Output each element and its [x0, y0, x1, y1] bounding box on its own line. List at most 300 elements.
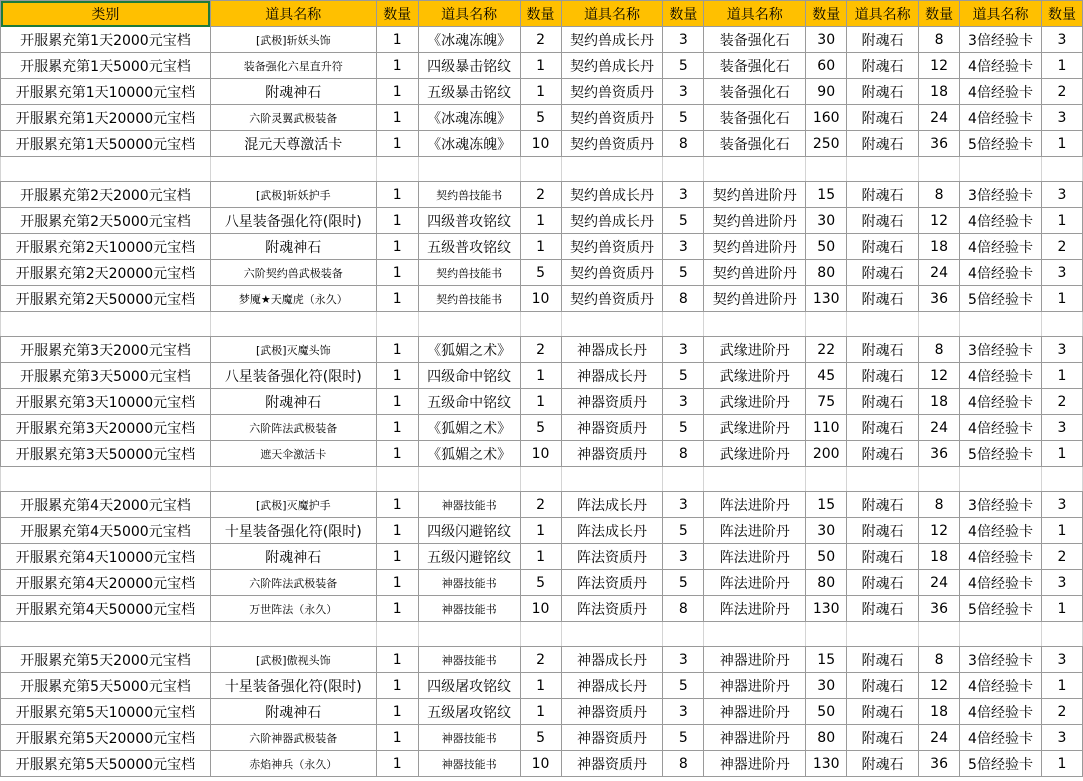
empty-cell[interactable] [561, 312, 663, 337]
table-cell[interactable]: 1 [520, 79, 561, 105]
table-cell[interactable]: 梦魇★天魔虎（永久） [210, 286, 376, 312]
table-cell[interactable]: 装备强化石 [704, 27, 806, 53]
table-cell[interactable]: 3 [1041, 260, 1082, 286]
table-cell[interactable]: 《冰魂冻魄》 [418, 105, 520, 131]
table-cell[interactable]: 万世阵法（永久） [210, 596, 376, 622]
empty-cell[interactable] [210, 157, 376, 182]
table-cell[interactable]: 3倍经验卡 [960, 182, 1042, 208]
table-cell[interactable]: 8 [919, 647, 960, 673]
table-cell[interactable]: 1 [376, 79, 418, 105]
table-cell[interactable]: 附魂石 [847, 415, 919, 441]
table-cell[interactable]: 12 [919, 363, 960, 389]
table-cell[interactable]: 8 [919, 27, 960, 53]
table-cell[interactable]: 神器技能书 [418, 492, 520, 518]
empty-cell[interactable] [806, 157, 847, 182]
table-cell[interactable]: 36 [919, 751, 960, 777]
table-cell[interactable]: 15 [806, 182, 847, 208]
table-cell[interactable]: 1 [1041, 208, 1082, 234]
table-cell[interactable]: 《狐媚之术》 [418, 337, 520, 363]
table-cell[interactable]: 四级暴击铭纹 [418, 53, 520, 79]
table-cell[interactable]: 5 [520, 725, 561, 751]
table-cell[interactable]: 附魂石 [847, 131, 919, 157]
table-cell[interactable]: 附魂石 [847, 673, 919, 699]
table-cell[interactable]: 契约兽资质丹 [561, 105, 663, 131]
empty-cell[interactable] [561, 467, 663, 492]
table-cell[interactable]: 15 [806, 492, 847, 518]
table-cell[interactable]: 1 [1041, 441, 1082, 467]
column-header[interactable]: 道具名称 [847, 1, 919, 27]
table-cell[interactable]: 5倍经验卡 [960, 286, 1042, 312]
empty-cell[interactable] [704, 312, 806, 337]
empty-cell[interactable] [418, 622, 520, 647]
table-cell[interactable]: 4倍经验卡 [960, 673, 1042, 699]
table-cell[interactable]: 六阶灵翼武极装备 [210, 105, 376, 131]
table-cell[interactable]: 1 [376, 105, 418, 131]
table-cell[interactable]: 5 [663, 208, 704, 234]
table-cell[interactable]: 3 [663, 27, 704, 53]
table-cell[interactable]: 1 [376, 570, 418, 596]
table-cell[interactable]: 8 [919, 492, 960, 518]
table-cell[interactable]: 3 [663, 337, 704, 363]
table-cell[interactable]: 18 [919, 234, 960, 260]
table-cell[interactable]: 8 [663, 751, 704, 777]
table-cell[interactable]: 18 [919, 79, 960, 105]
table-cell[interactable]: 神器资质丹 [561, 415, 663, 441]
table-cell[interactable]: 契约兽进阶丹 [704, 182, 806, 208]
empty-cell[interactable] [1, 157, 211, 182]
table-cell[interactable]: 12 [919, 208, 960, 234]
table-cell[interactable]: 契约兽成长丹 [561, 27, 663, 53]
table-cell[interactable]: 30 [806, 27, 847, 53]
table-cell[interactable]: 5 [663, 260, 704, 286]
table-cell[interactable]: 开服累充第1天20000元宝档 [1, 105, 211, 131]
table-cell[interactable]: 附魂石 [847, 53, 919, 79]
table-cell[interactable]: 五级屠攻铭纹 [418, 699, 520, 725]
empty-cell[interactable] [806, 622, 847, 647]
table-cell[interactable]: 开服累充第5天5000元宝档 [1, 673, 211, 699]
empty-cell[interactable] [960, 467, 1042, 492]
table-cell[interactable]: 附魂石 [847, 363, 919, 389]
table-cell[interactable]: 75 [806, 389, 847, 415]
table-cell[interactable]: 契约兽资质丹 [561, 260, 663, 286]
table-cell[interactable]: 附魂石 [847, 544, 919, 570]
table-cell[interactable]: 附魂神石 [210, 234, 376, 260]
empty-cell[interactable] [1041, 467, 1082, 492]
empty-cell[interactable] [704, 467, 806, 492]
empty-cell[interactable] [1, 467, 211, 492]
table-cell[interactable]: 1 [1041, 131, 1082, 157]
empty-cell[interactable] [919, 467, 960, 492]
table-cell[interactable]: 阵法资质丹 [561, 544, 663, 570]
table-cell[interactable]: 3倍经验卡 [960, 647, 1042, 673]
column-header[interactable]: 道具名称 [704, 1, 806, 27]
table-cell[interactable]: 160 [806, 105, 847, 131]
table-cell[interactable]: 5 [663, 725, 704, 751]
table-cell[interactable]: 4倍经验卡 [960, 518, 1042, 544]
table-cell[interactable]: 1 [376, 647, 418, 673]
table-cell[interactable]: 附魂石 [847, 260, 919, 286]
empty-cell[interactable] [704, 622, 806, 647]
table-cell[interactable]: 附魂神石 [210, 544, 376, 570]
table-cell[interactable]: 五级暴击铭纹 [418, 79, 520, 105]
table-cell[interactable]: 1 [376, 699, 418, 725]
table-cell[interactable]: 开服累充第2天50000元宝档 [1, 286, 211, 312]
table-cell[interactable]: 四级闪避铭纹 [418, 518, 520, 544]
empty-cell[interactable] [418, 467, 520, 492]
empty-cell[interactable] [663, 157, 704, 182]
table-cell[interactable]: 1 [1041, 286, 1082, 312]
empty-cell[interactable] [847, 467, 919, 492]
table-cell[interactable]: 契约兽技能书 [418, 286, 520, 312]
table-cell[interactable]: 22 [806, 337, 847, 363]
table-cell[interactable]: 3 [1041, 647, 1082, 673]
table-cell[interactable]: 1 [1041, 53, 1082, 79]
table-cell[interactable]: 1 [520, 389, 561, 415]
table-cell[interactable]: 5 [520, 570, 561, 596]
table-cell[interactable]: 附魂石 [847, 570, 919, 596]
table-cell[interactable]: 开服累充第1天10000元宝档 [1, 79, 211, 105]
table-cell[interactable]: 五级闪避铭纹 [418, 544, 520, 570]
table-cell[interactable]: 契约兽资质丹 [561, 234, 663, 260]
table-cell[interactable]: 3 [1041, 415, 1082, 441]
table-cell[interactable]: 开服累充第4天2000元宝档 [1, 492, 211, 518]
table-cell[interactable]: 1 [376, 673, 418, 699]
table-cell[interactable]: 装备强化石 [704, 105, 806, 131]
table-cell[interactable]: 开服累充第5天20000元宝档 [1, 725, 211, 751]
table-cell[interactable]: 2 [1041, 544, 1082, 570]
table-cell[interactable]: 附魂石 [847, 596, 919, 622]
table-cell[interactable]: [武极]灭魔护手 [210, 492, 376, 518]
empty-cell[interactable] [919, 312, 960, 337]
table-cell[interactable]: [武极]斩妖护手 [210, 182, 376, 208]
empty-cell[interactable] [561, 622, 663, 647]
table-cell[interactable]: 《狐媚之术》 [418, 415, 520, 441]
empty-cell[interactable] [663, 622, 704, 647]
table-cell[interactable]: 《冰魂冻魄》 [418, 131, 520, 157]
table-cell[interactable]: 1 [376, 518, 418, 544]
table-cell[interactable]: 5 [663, 105, 704, 131]
table-cell[interactable]: 130 [806, 751, 847, 777]
column-header[interactable]: 数量 [919, 1, 960, 27]
table-cell[interactable]: 武缘进阶丹 [704, 363, 806, 389]
empty-cell[interactable] [1041, 622, 1082, 647]
table-cell[interactable]: 1 [520, 53, 561, 79]
empty-cell[interactable] [376, 622, 418, 647]
table-cell[interactable]: 1 [376, 725, 418, 751]
table-cell[interactable]: 装备强化石 [704, 79, 806, 105]
table-cell[interactable]: 50 [806, 699, 847, 725]
table-cell[interactable]: 1 [1041, 751, 1082, 777]
table-cell[interactable]: 神器进阶丹 [704, 647, 806, 673]
table-cell[interactable]: 契约兽资质丹 [561, 286, 663, 312]
table-cell[interactable]: 5 [663, 673, 704, 699]
table-cell[interactable]: 1 [376, 363, 418, 389]
table-cell[interactable]: 四级屠攻铭纹 [418, 673, 520, 699]
table-cell[interactable]: 《冰魂冻魄》 [418, 27, 520, 53]
table-cell[interactable]: 神器资质丹 [561, 441, 663, 467]
column-header[interactable]: 类别 [1, 1, 211, 27]
empty-cell[interactable] [919, 157, 960, 182]
table-cell[interactable]: 10 [520, 596, 561, 622]
table-cell[interactable]: 30 [806, 208, 847, 234]
table-cell[interactable]: 10 [520, 441, 561, 467]
table-cell[interactable]: 1 [376, 389, 418, 415]
table-cell[interactable]: 5 [663, 518, 704, 544]
table-cell[interactable]: 3 [1041, 182, 1082, 208]
table-cell[interactable]: 3 [1041, 570, 1082, 596]
table-cell[interactable]: 神器技能书 [418, 596, 520, 622]
table-cell[interactable]: 30 [806, 518, 847, 544]
table-cell[interactable]: 2 [1041, 699, 1082, 725]
empty-cell[interactable] [663, 467, 704, 492]
table-cell[interactable]: 神器成长丹 [561, 647, 663, 673]
table-cell[interactable]: 阵法资质丹 [561, 596, 663, 622]
table-cell[interactable]: 8 [663, 596, 704, 622]
empty-cell[interactable] [520, 312, 561, 337]
table-cell[interactable]: 附魂神石 [210, 79, 376, 105]
table-cell[interactable]: 8 [663, 441, 704, 467]
table-cell[interactable]: 阵法资质丹 [561, 570, 663, 596]
table-cell[interactable]: 2 [520, 27, 561, 53]
table-cell[interactable]: 8 [663, 286, 704, 312]
table-cell[interactable]: 3 [663, 182, 704, 208]
empty-cell[interactable] [520, 157, 561, 182]
table-cell[interactable]: 混元天尊激活卡 [210, 131, 376, 157]
table-cell[interactable]: 阵法进阶丹 [704, 596, 806, 622]
table-cell[interactable]: 18 [919, 389, 960, 415]
column-header[interactable]: 道具名称 [210, 1, 376, 27]
empty-cell[interactable] [1041, 157, 1082, 182]
table-cell[interactable]: 契约兽进阶丹 [704, 234, 806, 260]
column-header[interactable]: 数量 [520, 1, 561, 27]
table-cell[interactable]: 1 [376, 596, 418, 622]
table-cell[interactable]: 五级命中铭纹 [418, 389, 520, 415]
table-cell[interactable]: 8 [919, 182, 960, 208]
table-cell[interactable]: 十星装备强化符(限时) [210, 673, 376, 699]
empty-cell[interactable] [1, 312, 211, 337]
table-cell[interactable]: 附魂石 [847, 441, 919, 467]
empty-cell[interactable] [561, 157, 663, 182]
table-cell[interactable]: 开服累充第1天5000元宝档 [1, 53, 211, 79]
table-cell[interactable]: 1 [520, 673, 561, 699]
table-cell[interactable]: 开服累充第5天50000元宝档 [1, 751, 211, 777]
table-cell[interactable]: 50 [806, 234, 847, 260]
empty-cell[interactable] [376, 312, 418, 337]
table-cell[interactable]: 神器技能书 [418, 751, 520, 777]
empty-cell[interactable] [210, 467, 376, 492]
table-cell[interactable]: 附魂神石 [210, 389, 376, 415]
table-cell[interactable]: 六阶契约兽武极装备 [210, 260, 376, 286]
table-cell[interactable]: 开服累充第3天5000元宝档 [1, 363, 211, 389]
table-cell[interactable]: 1 [376, 208, 418, 234]
table-cell[interactable]: 4倍经验卡 [960, 570, 1042, 596]
table-cell[interactable]: 神器资质丹 [561, 389, 663, 415]
empty-cell[interactable] [960, 312, 1042, 337]
table-cell[interactable]: 1 [1041, 673, 1082, 699]
table-cell[interactable]: 8 [663, 131, 704, 157]
table-cell[interactable]: 神器进阶丹 [704, 699, 806, 725]
table-cell[interactable]: 3倍经验卡 [960, 27, 1042, 53]
empty-cell[interactable] [847, 312, 919, 337]
table-cell[interactable]: 开服累充第3天10000元宝档 [1, 389, 211, 415]
table-cell[interactable]: 开服累充第2天10000元宝档 [1, 234, 211, 260]
table-cell[interactable]: 契约兽成长丹 [561, 208, 663, 234]
table-cell[interactable]: 36 [919, 441, 960, 467]
table-cell[interactable]: 1 [376, 751, 418, 777]
table-cell[interactable]: 神器成长丹 [561, 673, 663, 699]
table-cell[interactable]: 附魂石 [847, 286, 919, 312]
table-cell[interactable]: 1 [376, 53, 418, 79]
empty-cell[interactable] [210, 312, 376, 337]
table-cell[interactable]: 5 [520, 105, 561, 131]
table-cell[interactable]: 神器进阶丹 [704, 751, 806, 777]
empty-cell[interactable] [806, 467, 847, 492]
table-cell[interactable]: 12 [919, 53, 960, 79]
empty-cell[interactable] [806, 312, 847, 337]
table-cell[interactable]: 1 [520, 234, 561, 260]
table-cell[interactable]: 神器资质丹 [561, 725, 663, 751]
table-cell[interactable]: 1 [1041, 518, 1082, 544]
table-cell[interactable]: 12 [919, 518, 960, 544]
table-cell[interactable]: 80 [806, 260, 847, 286]
empty-cell[interactable] [847, 157, 919, 182]
column-header[interactable]: 数量 [806, 1, 847, 27]
table-cell[interactable]: 附魂神石 [210, 699, 376, 725]
table-cell[interactable]: 4倍经验卡 [960, 544, 1042, 570]
table-cell[interactable]: 4倍经验卡 [960, 53, 1042, 79]
table-cell[interactable]: 1 [520, 544, 561, 570]
table-cell[interactable]: 2 [520, 337, 561, 363]
table-cell[interactable]: 1 [376, 27, 418, 53]
table-cell[interactable]: 武缘进阶丹 [704, 415, 806, 441]
empty-cell[interactable] [376, 157, 418, 182]
empty-cell[interactable] [1, 622, 211, 647]
table-cell[interactable]: 80 [806, 725, 847, 751]
table-cell[interactable]: 附魂石 [847, 208, 919, 234]
table-cell[interactable]: 八星装备强化符(限时) [210, 363, 376, 389]
table-cell[interactable]: 附魂石 [847, 337, 919, 363]
table-cell[interactable]: 200 [806, 441, 847, 467]
empty-cell[interactable] [919, 622, 960, 647]
column-header[interactable]: 数量 [1041, 1, 1082, 27]
table-cell[interactable]: 武缘进阶丹 [704, 441, 806, 467]
empty-cell[interactable] [210, 622, 376, 647]
table-cell[interactable]: 5 [663, 415, 704, 441]
table-cell[interactable]: 六阶阵法武极装备 [210, 415, 376, 441]
table-cell[interactable]: 契约兽成长丹 [561, 53, 663, 79]
table-cell[interactable]: 2 [520, 647, 561, 673]
table-cell[interactable]: 24 [919, 725, 960, 751]
table-cell[interactable]: 2 [1041, 389, 1082, 415]
table-cell[interactable]: 神器资质丹 [561, 699, 663, 725]
table-cell[interactable]: 8 [919, 337, 960, 363]
table-cell[interactable]: 附魂石 [847, 234, 919, 260]
table-cell[interactable]: 3 [663, 492, 704, 518]
table-cell[interactable]: 3倍经验卡 [960, 492, 1042, 518]
empty-cell[interactable] [960, 157, 1042, 182]
table-cell[interactable]: 4倍经验卡 [960, 725, 1042, 751]
table-cell[interactable]: 阵法进阶丹 [704, 544, 806, 570]
table-cell[interactable]: 3 [1041, 492, 1082, 518]
table-cell[interactable]: 1 [376, 441, 418, 467]
table-cell[interactable]: 5倍经验卡 [960, 596, 1042, 622]
table-cell[interactable]: 阵法成长丹 [561, 518, 663, 544]
table-cell[interactable]: 遮天伞激活卡 [210, 441, 376, 467]
table-cell[interactable]: 附魂石 [847, 518, 919, 544]
table-cell[interactable]: 契约兽成长丹 [561, 182, 663, 208]
table-cell[interactable]: 开服累充第5天10000元宝档 [1, 699, 211, 725]
column-header[interactable]: 道具名称 [960, 1, 1042, 27]
table-cell[interactable]: 附魂石 [847, 105, 919, 131]
table-cell[interactable]: 130 [806, 286, 847, 312]
empty-cell[interactable] [960, 622, 1042, 647]
table-cell[interactable]: 阵法进阶丹 [704, 492, 806, 518]
table-cell[interactable]: 神器进阶丹 [704, 673, 806, 699]
table-cell[interactable]: 1 [376, 260, 418, 286]
table-cell[interactable]: 神器成长丹 [561, 337, 663, 363]
table-cell[interactable]: 六阶阵法武极装备 [210, 570, 376, 596]
table-cell[interactable]: 30 [806, 673, 847, 699]
table-cell[interactable]: 5倍经验卡 [960, 441, 1042, 467]
table-cell[interactable]: 附魂石 [847, 492, 919, 518]
table-cell[interactable]: 4倍经验卡 [960, 389, 1042, 415]
table-cell[interactable]: 附魂石 [847, 182, 919, 208]
table-cell[interactable]: 阵法进阶丹 [704, 570, 806, 596]
table-cell[interactable]: 契约兽技能书 [418, 182, 520, 208]
table-cell[interactable]: 开服累充第5天2000元宝档 [1, 647, 211, 673]
table-cell[interactable]: 3 [1041, 105, 1082, 131]
table-cell[interactable]: 四级命中铭纹 [418, 363, 520, 389]
table-cell[interactable]: 阵法进阶丹 [704, 518, 806, 544]
table-cell[interactable]: 装备强化六星直升符 [210, 53, 376, 79]
table-cell[interactable]: 《狐媚之术》 [418, 441, 520, 467]
table-cell[interactable]: 四级普攻铭纹 [418, 208, 520, 234]
table-cell[interactable]: 1 [1041, 596, 1082, 622]
table-cell[interactable]: 附魂石 [847, 751, 919, 777]
table-cell[interactable]: 45 [806, 363, 847, 389]
table-cell[interactable]: 1 [376, 415, 418, 441]
table-cell[interactable]: 4倍经验卡 [960, 79, 1042, 105]
table-cell[interactable]: 赤焰神兵（永久） [210, 751, 376, 777]
column-header[interactable]: 数量 [376, 1, 418, 27]
table-cell[interactable]: 开服累充第2天20000元宝档 [1, 260, 211, 286]
table-cell[interactable]: 24 [919, 570, 960, 596]
table-cell[interactable]: 3 [1041, 725, 1082, 751]
table-cell[interactable]: 5 [663, 53, 704, 79]
table-cell[interactable]: 十星装备强化符(限时) [210, 518, 376, 544]
table-cell[interactable]: 90 [806, 79, 847, 105]
table-cell[interactable]: 4倍经验卡 [960, 260, 1042, 286]
table-cell[interactable]: 10 [520, 286, 561, 312]
table-cell[interactable]: 1 [520, 208, 561, 234]
table-cell[interactable]: 5倍经验卡 [960, 131, 1042, 157]
table-cell[interactable]: 60 [806, 53, 847, 79]
table-cell[interactable]: 36 [919, 596, 960, 622]
table-cell[interactable]: 附魂石 [847, 389, 919, 415]
empty-cell[interactable] [663, 312, 704, 337]
table-cell[interactable]: 110 [806, 415, 847, 441]
column-header[interactable]: 数量 [663, 1, 704, 27]
table-cell[interactable]: 1 [1041, 363, 1082, 389]
table-cell[interactable]: 开服累充第3天50000元宝档 [1, 441, 211, 467]
table-cell[interactable]: 250 [806, 131, 847, 157]
table-cell[interactable]: 武缘进阶丹 [704, 389, 806, 415]
table-cell[interactable]: 3倍经验卡 [960, 337, 1042, 363]
table-cell[interactable]: 1 [520, 363, 561, 389]
empty-cell[interactable] [376, 467, 418, 492]
table-cell[interactable]: 契约兽进阶丹 [704, 286, 806, 312]
table-cell[interactable]: 契约兽进阶丹 [704, 208, 806, 234]
